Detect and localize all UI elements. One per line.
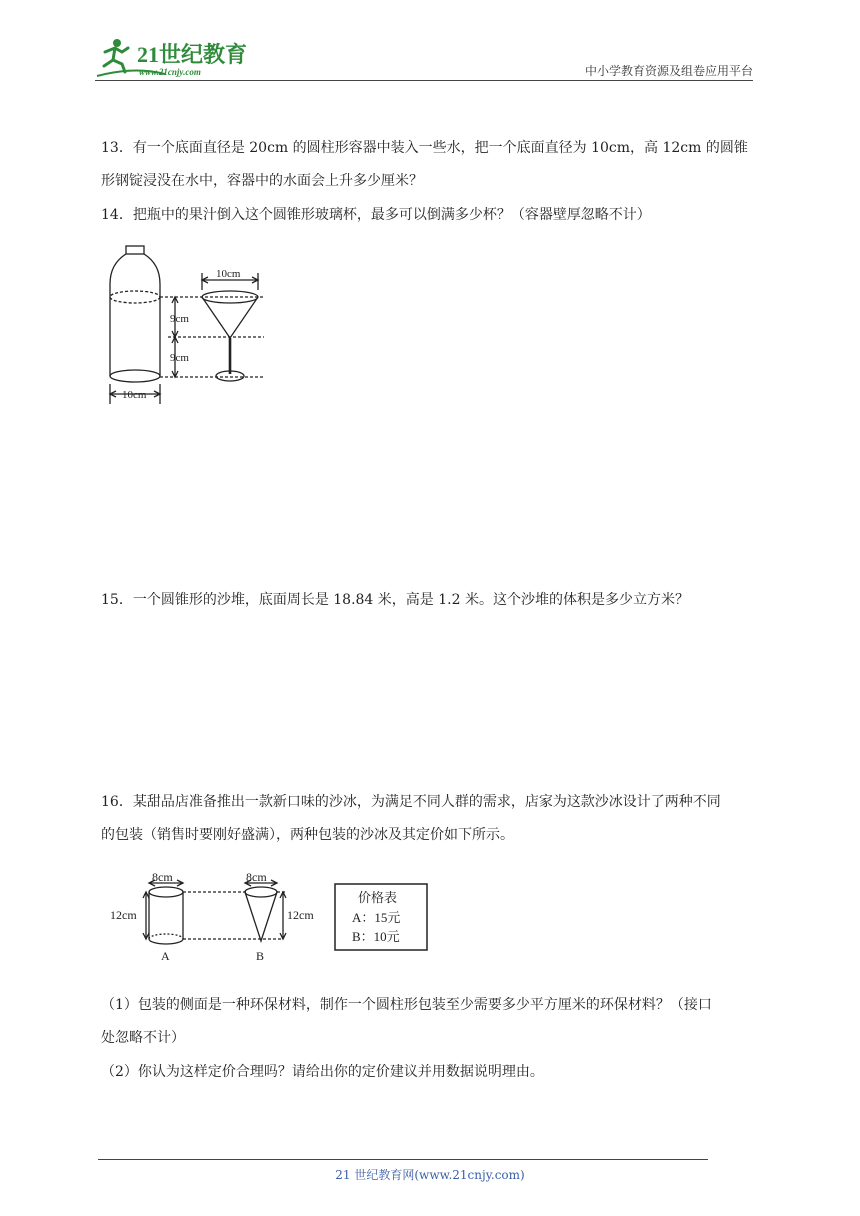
question-line: 形钢锭浸没在水中，容器中的水面会上升多少厘米？ xyxy=(101,173,423,189)
figure-bottle-and-cup xyxy=(104,240,284,405)
label-a: A xyxy=(161,949,170,963)
question-line: 16．某甜品店准备推出一款新口味的沙冰，为满足不同人群的需求，店家为这款沙冰设计了两种不同 xyxy=(101,794,721,810)
cone-side xyxy=(245,892,277,941)
cylinder-base xyxy=(149,939,183,944)
price-a: A：15元 xyxy=(352,910,401,925)
site-logo xyxy=(95,36,260,80)
label-b-height: 12cm xyxy=(287,908,314,922)
question-line: 15．一个圆锥形的沙堆，底面周长是 18.84 米，高是 1.2 米。这个沙堆的体积是多少立方米？ xyxy=(101,592,689,608)
platform-name: 中小学教育资源及组卷应用平台 xyxy=(584,64,753,78)
logo-url: www.21cnjy.com xyxy=(139,67,201,77)
cone-top xyxy=(245,887,277,897)
question-line: 的包装（销售时要刚好盛满），两种包装的沙冰及其定价如下所示。 xyxy=(101,827,514,843)
question-16 xyxy=(101,786,763,852)
label-a-width: 8cm xyxy=(152,870,173,884)
header-divider xyxy=(95,80,753,81)
question-14 xyxy=(101,199,763,232)
logo-text: 21世纪教育 xyxy=(137,42,248,67)
footer-text[interactable]: 21 世纪教育网(www.21cnjy.com) xyxy=(335,1168,525,1182)
bottle-cap xyxy=(126,246,144,254)
question-15 xyxy=(101,584,763,617)
question-line: （1）包装的侧面是一种环保材料，制作一个圆柱形包装至少需要多少平方厘米的环保材料？（接口 xyxy=(101,997,712,1013)
footer-divider xyxy=(98,1159,708,1160)
label-b: B xyxy=(256,949,265,963)
bottle-body xyxy=(110,254,160,376)
question-line: 处忽略不计） xyxy=(101,1030,185,1046)
price-table-title: 价格表 xyxy=(358,890,398,905)
label-cup-width: 10cm xyxy=(216,268,241,280)
cylinder-side xyxy=(149,892,183,939)
bottle-base xyxy=(110,370,160,382)
question-line: 13．有一个底面直径是 20cm 的圆柱形容器中装入一些水，把一个底面直径为 10cm，高 12cm 的圆锥 xyxy=(101,140,748,156)
label-bottle-width: 10cm xyxy=(122,389,147,401)
figure-packages xyxy=(108,868,433,968)
label-a-height: 12cm xyxy=(110,908,137,922)
question-line: 14．把瓶中的果汁倒入这个圆锥形玻璃杯，最多可以倒满多少杯？（容器壁厚忽略不计） xyxy=(101,207,651,223)
bottle-water-level xyxy=(110,291,160,303)
question-line: （2）你认为这样定价合理吗？请给出你的定价建议并用数据说明理由。 xyxy=(101,1064,544,1080)
question-13 xyxy=(101,132,763,198)
question-16-part-1 xyxy=(101,989,763,1055)
question-16-part-2 xyxy=(101,1056,763,1089)
label-b-width: 8cm xyxy=(246,870,267,884)
price-b: B：10元 xyxy=(352,929,400,944)
label-height-upper: 9cm xyxy=(170,313,189,325)
label-height-lower: 9cm xyxy=(170,352,189,364)
cylinder-top xyxy=(149,887,183,897)
